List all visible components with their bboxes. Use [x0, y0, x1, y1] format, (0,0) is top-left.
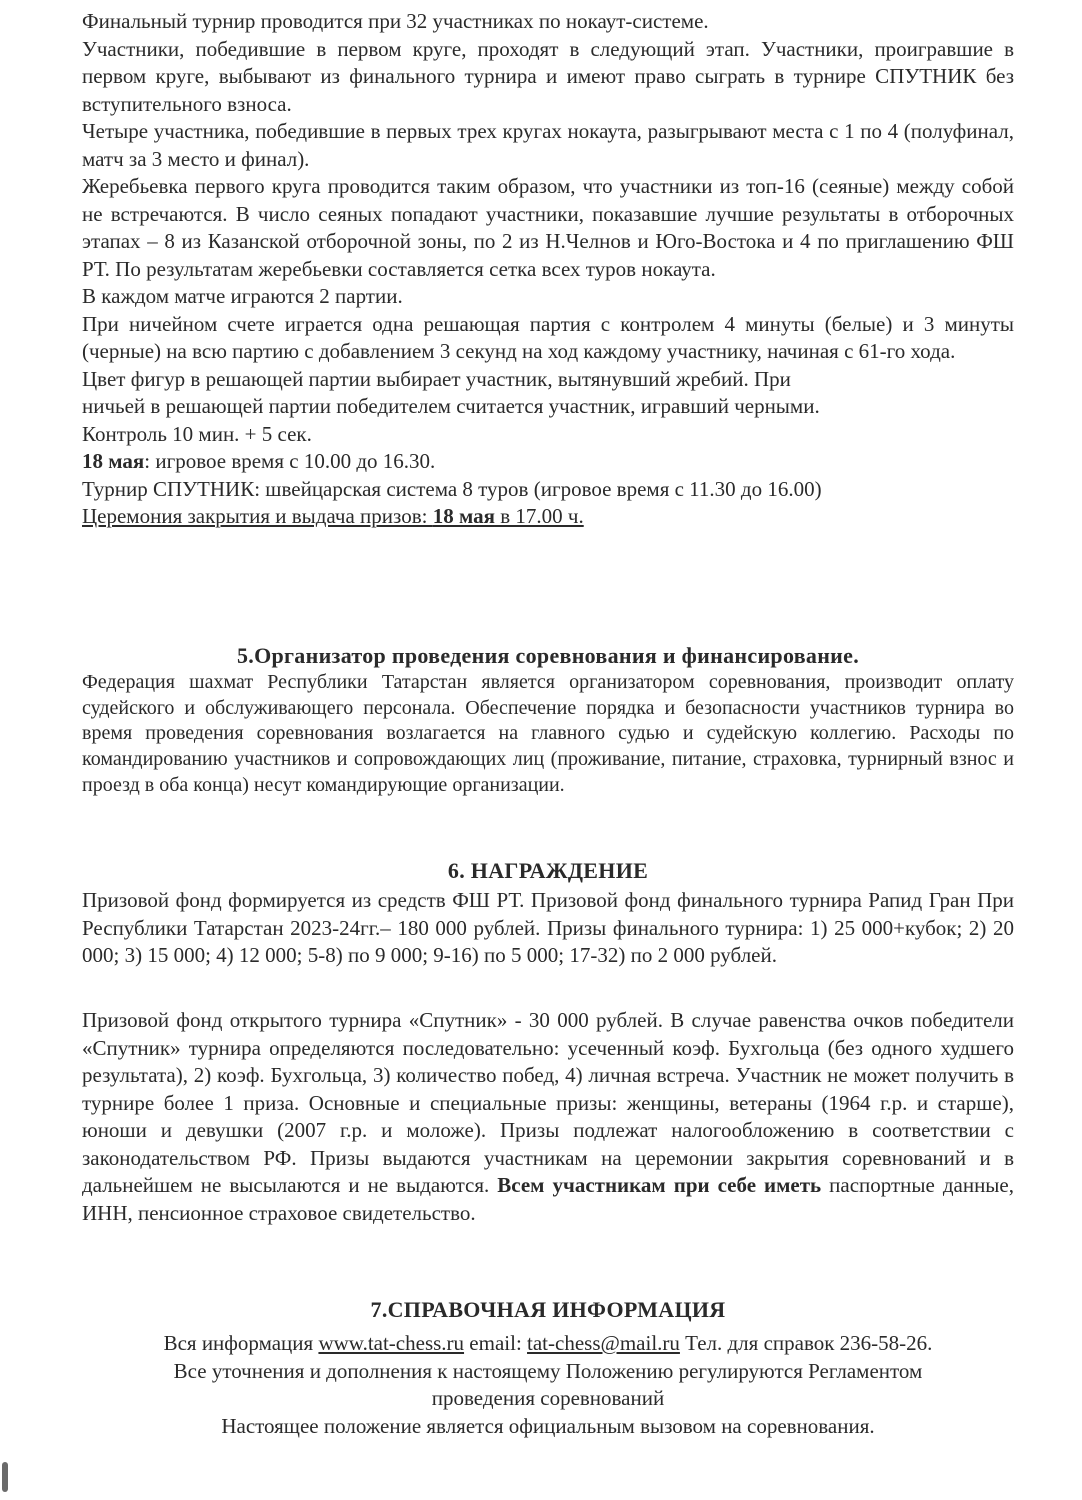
intro-paragraph: При ничейном счете играется одна решающая партия с контролем 4 минуты (белые) и 3 минуты (черные) на всю партию с добавлением 3 секунд на ход каждому участнику, начиная с 61-го хода.: [82, 311, 1014, 363]
may18-date: 18 мая: [82, 449, 145, 473]
intro-paragraph: Участники, победившие в первом круге, проходят в следующий этап. Участники, проигравшие в первом круге, выбывают из финального турнира и имеют право сыграть в турнире СПУТНИК без вступительного взноса.: [82, 36, 1014, 116]
section6-para2-text: Призовой фонд открытого турнира «Спутник» - 30 000 рублей. В случае равенства очков победители «Спутник» турнира определяются последовательно: усеченный коэф. Бухгольца (без одного худшего результата), 2) коэф. Бухгольца, 3) количество побед, 4) личная встреча. Участник не может получить в турнире более 1 приза. Основные и специальные призы: женщины, ветераны (1964 г.р. и старше), юноши и девушки (2007 г.р. и моложе). Призы подлежат налогообложению в соответствии с законодательством РФ. Призы выдаются участникам на церемонии закрытия соревнований и в дальнейшем не высылаются и не выдаются.: [82, 1008, 1014, 1197]
email-link[interactable]: tat-chess@mail.ru: [527, 1331, 680, 1355]
color-choice-line: Цвет фигур в решающей партии выбирает участник, вытянувший жребий. При: [82, 366, 791, 391]
section5-title: 5.Организатор проведения соревнования и финансирование.: [236, 643, 860, 668]
control-line: Контроль 10 мин. + 5 сек.: [82, 421, 312, 446]
ceremony-line: [82, 503, 1014, 531]
scan-margin-mark: [2, 1462, 8, 1492]
intro-paragraph: Жеребьевка первого круга проводится таким образом, что участники из топ-16 (сеяные) между собой не встречаются. В число сеяных попадают участники, показавшие лучшие результаты в отборочных этапах – 8 из Казанской отборочной зоны, по 2 из Н.Челнов и Юго-Востока и 4 по приглашению ФШ РТ. По результатам жеребьевки составляется сетка всех туров нокаута.: [82, 174, 1014, 281]
section7-title: 7.СПРАВОЧНАЯ ИНФОРМАЦИЯ: [370, 1297, 726, 1322]
ceremony-time: в 17.00 ч.: [494, 504, 584, 528]
ceremony-date: 18 мая: [432, 504, 495, 528]
intro-paragraph: Финальный турнир проводится при 32 участниках по нокаут-системе.: [82, 9, 709, 33]
regulation-line: Все уточнения и дополнения к настоящему Положению регулируются Регламентом: [173, 1358, 923, 1383]
may18-line: [82, 448, 1014, 476]
contact-line: [82, 1330, 1014, 1358]
section6-para2-end: паспортные данные, ИНН, пенсионное страховое свидетельство.: [82, 1173, 1014, 1225]
ceremony-label: Церемония закрытия и выдача призов:: [82, 504, 433, 528]
section5-text: Федерация шахмат Республики Татарстан является организатором соревнования, производит оплату судейского и обслуживающего персонала. Обеспечение порядка и безопасности участников турнира во время проведения соревнования возлагается на главного судью и судейскую коллегию. Расходы по командированию участников и сопровождающих лиц (проживание, питание, страховка, турнирный взнос и проезд в оба конца) несут командирующие организации.: [82, 671, 1014, 796]
info-label: Вся информация: [163, 1331, 319, 1355]
section6-para2-bold: Всем участникам при себе иметь: [497, 1173, 822, 1197]
may18-text: : игровое время с 10.00 до 16.30.: [144, 449, 436, 473]
intro-section: [82, 8, 1014, 531]
intro-paragraph: В каждом матче играются 2 партии.: [82, 284, 403, 308]
intro-paragraph: Четыре участника, победившие в первых трех кругах нокаута, разыгрывают места с 1 по 4 (полуфинал, матч за 3 место и финал).: [82, 119, 1014, 171]
section6-para2: [82, 1007, 1014, 1227]
phone-text: Тел. для справок 236-58-26.: [679, 1331, 933, 1355]
regulation-line-2: проведения соревнований: [431, 1386, 665, 1410]
official-call-line: Настоящее положение является официальным вызовом на соревнования.: [221, 1413, 875, 1438]
sputnik-line: Турнир СПУТНИК: швейцарская система 8 туров (игровое время с 11.30 до 16.00): [82, 476, 822, 501]
site-link[interactable]: www.tat-chess.ru: [318, 1331, 465, 1355]
section7-body: [82, 1330, 1014, 1440]
color-choice-line: ничьей в решающей партии победителем считается участник, игравший черными.: [82, 394, 820, 418]
section6-para1: Призовой фонд формируется из средств ФШ РТ. Призовой фонд финального турнира Рапид Гран При Республики Татарстан 2023-24гг.– 180 000 рублей. Призы финального турнира: 1) 25 000+кубок; 2) 20 000; 3) 15 000; 4) 12 000; 5-8) по 9 000; 9-16) по 5 000; 17-32) по 2 000 рублей.: [82, 888, 1014, 967]
email-label: email:: [464, 1331, 528, 1355]
section6-title: 6. НАГРАЖДЕНИЕ: [447, 858, 649, 883]
